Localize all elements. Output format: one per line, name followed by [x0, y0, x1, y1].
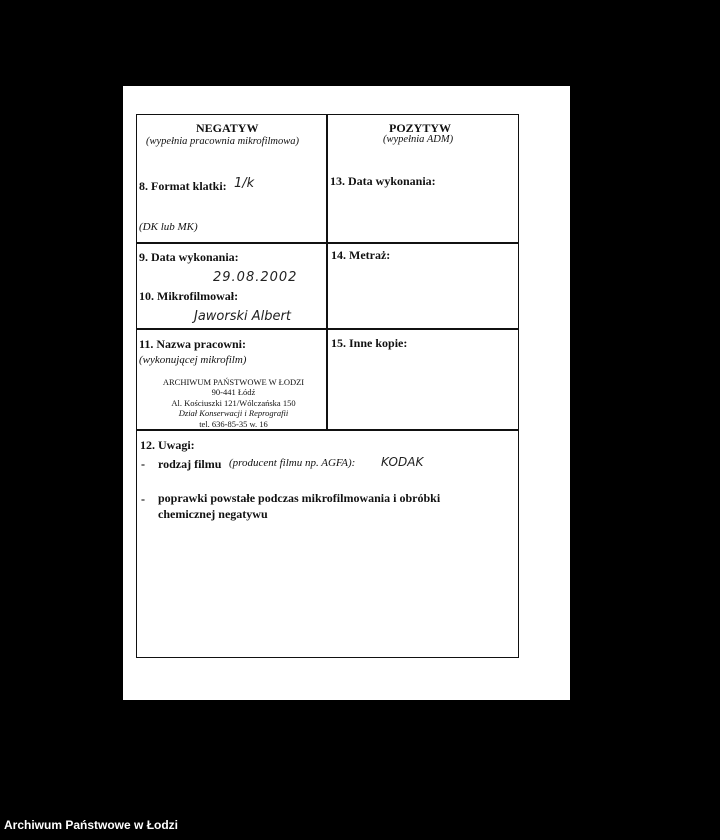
stamp-line-2: 90-441 Łódź: [211, 387, 256, 397]
pracownia-note: (wykonującej mikrofilm): [139, 354, 247, 366]
film-type-label: rodzaj filmu: [158, 457, 222, 471]
bullet-2: -: [141, 492, 145, 506]
metraz-label: 14. Metraż:: [331, 248, 391, 262]
stamp-line-5: tel. 636-85-35 w. 16: [199, 419, 268, 429]
film-type-value: KODAK: [381, 455, 424, 469]
column-divider: [326, 114, 328, 430]
stamp-line-4: Dział Konserwacji i Reprografii: [178, 408, 289, 418]
stamp-line-1: ARCHIWUM PAŃSTWOWE W ŁODZI: [162, 377, 305, 387]
date-13-label: 13. Data wykonania:: [330, 174, 436, 188]
mikrofilmowal-label: 10. Mikrofilmował:: [139, 289, 239, 303]
date-9-value: 29.08.2002: [213, 270, 298, 285]
negatyw-title: NEGATYW: [196, 121, 259, 135]
film-type-note: (producent filmu np. AGFA):: [229, 457, 356, 469]
pracownia-label: 11. Nazwa pracowni:: [139, 337, 246, 351]
corrections-line-2: chemicznej negatywu: [158, 507, 268, 521]
date-9-label: 9. Data wykonania:: [139, 250, 239, 264]
mikrofilmowal-value: Jaworski Albert: [194, 309, 291, 324]
row-divider-3: [136, 429, 519, 431]
pozytyw-title: POZYTYW: [389, 121, 452, 135]
format-value: 1/k: [234, 176, 255, 191]
row-divider-2: [136, 328, 519, 330]
stamp-line-3: Al. Kościuszki 121/Wólczańska 150: [171, 398, 296, 408]
inne-kopie-label: 15. Inne kopie:: [331, 336, 408, 350]
uwagi-label: 12. Uwagi:: [140, 438, 195, 452]
corrections-line-1: poprawki powstałe podczas mikrofilmowania i obróbki: [158, 491, 441, 505]
format-label: 8. Format klatki:: [139, 179, 227, 193]
bullet-1: -: [141, 457, 145, 471]
format-note: (DK lub MK): [139, 221, 198, 233]
negatyw-subtitle: (wypełnia pracownia mikrofilmowa): [146, 136, 300, 147]
archive-footer: Archiwum Państwowe w Łodzi: [4, 818, 179, 832]
row-divider-1: [136, 242, 519, 244]
pozytyw-subtitle: (wypełnia ADM): [383, 134, 454, 145]
